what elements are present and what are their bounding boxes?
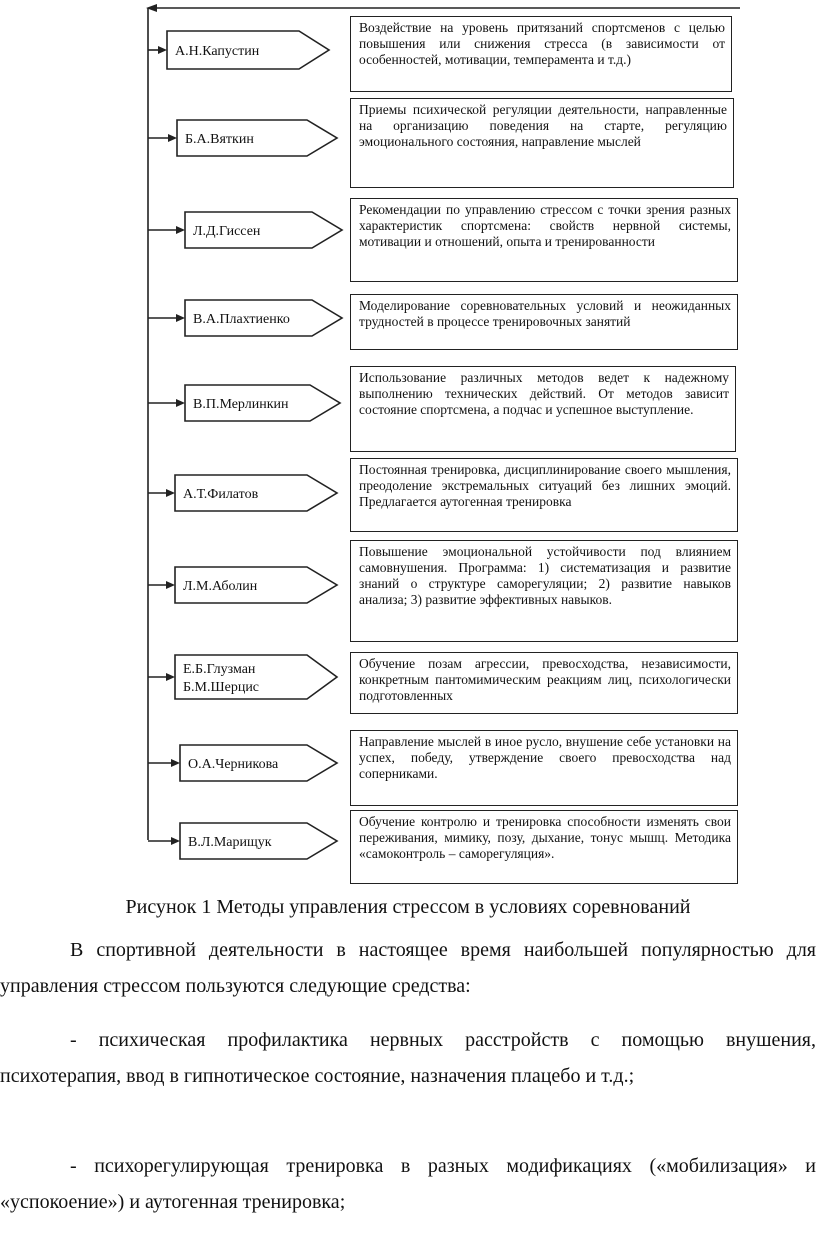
- branch-arrowhead: [171, 759, 180, 767]
- branch-arrowhead: [176, 399, 185, 407]
- branch-arrowhead: [168, 134, 177, 142]
- author-name: В.П.Мерлинкин: [193, 397, 289, 412]
- branch-arrowhead: [176, 226, 185, 234]
- author-name: В.Л.Марищук: [188, 835, 272, 850]
- paragraph-intro: В спортивной деятельности в настоящее время наибольшей популярностью для управления стрессом пользуются следующие средства:: [0, 939, 816, 997]
- author-name: А.Н.Капустин: [175, 44, 260, 59]
- method-description-box: Обучение позам агрессии, превосходства, независимости, конкретным пантомимическим реакциям лиц, психологически подготовленных: [350, 652, 738, 714]
- author-name: В.А.Плахтиенко: [193, 312, 290, 327]
- branch-arrowhead: [166, 489, 175, 497]
- author-name: Л.М.Аболин: [183, 579, 258, 594]
- branch-arrowhead: [166, 581, 175, 589]
- method-description-box: Постоянная тренировка, дисциплинирование своего мышления, преодоление экстремальных ситуаций без лишних эмоций. Предлагается аутогенная тренировка: [350, 458, 738, 532]
- branch-arrowhead: [171, 837, 180, 845]
- author-name: Е.Б.Глузман Б.М.Шерцис: [183, 662, 260, 695]
- author-name: Б.А.Вяткин: [185, 132, 254, 147]
- method-description-box: Рекомендации по управлению стрессом с точки зрения разных характеристик спортсмена: свойств нервной системы, мотивации и отношений, опыта и тренированности: [350, 198, 738, 282]
- paragraph-item-2: - психорегулирующая тренировка в разных модификациях («мобилизация» и «успокоение») и аутогенная тренировка;: [0, 1155, 816, 1213]
- branch-arrowhead: [158, 46, 167, 54]
- method-description-box: Обучение контролю и тренировка способности изменять свои переживания, мимику, позу, дыхание, тонус мышц. Методика «самоконтроль – саморегуляция».: [350, 810, 738, 884]
- branch-arrowhead: [176, 314, 185, 322]
- author-name: Л.Д.Гиссен: [193, 224, 261, 239]
- method-description-box: Использование различных методов ведет к надежному выполнению технических действий. От методов зависит состояние спортсмена, а подчас и успешное выступление.: [350, 366, 736, 452]
- author-name: О.А.Черникова: [188, 757, 279, 772]
- method-description-box: Воздействие на уровень притязаний спортсменов с целью повышения или снижения стресса (в зависимости от особенностей, мотивации, темперамента и т.д.): [350, 16, 732, 92]
- method-description-box: Направление мыслей в иное русло, внушение себе установки на успех, победу, утверждение своего превосходства над соперниками.: [350, 730, 738, 806]
- branch-arrowhead: [166, 673, 175, 681]
- method-description-box: Приемы психической регуляции деятельности, направленные на организацию поведения на старте, регуляцию эмоционального состояния, направление мыслей: [350, 98, 734, 188]
- paragraph-item-1: - психическая профилактика нервных расстройств с помощью внушения, психотерапия, ввод в гипнотическое состояние, назначения плацебо и т.д.;: [0, 1029, 816, 1087]
- author-name: А.Т.Филатов: [183, 487, 259, 502]
- method-description-box: Моделирование соревновательных условий и неожиданных трудностей в процессе тренировочных занятий: [350, 294, 738, 350]
- method-description-box: Повышение эмоциональной устойчивости под влиянием самовнушения. Программа: 1) систематизация и развитие знаний о структуре саморегуляции; 2) развитие навыков анализа; 3) развитие эффективных навыков.: [350, 540, 738, 642]
- figure-caption: Рисунок 1 Методы управления стрессом в условиях соревнований: [125, 896, 691, 918]
